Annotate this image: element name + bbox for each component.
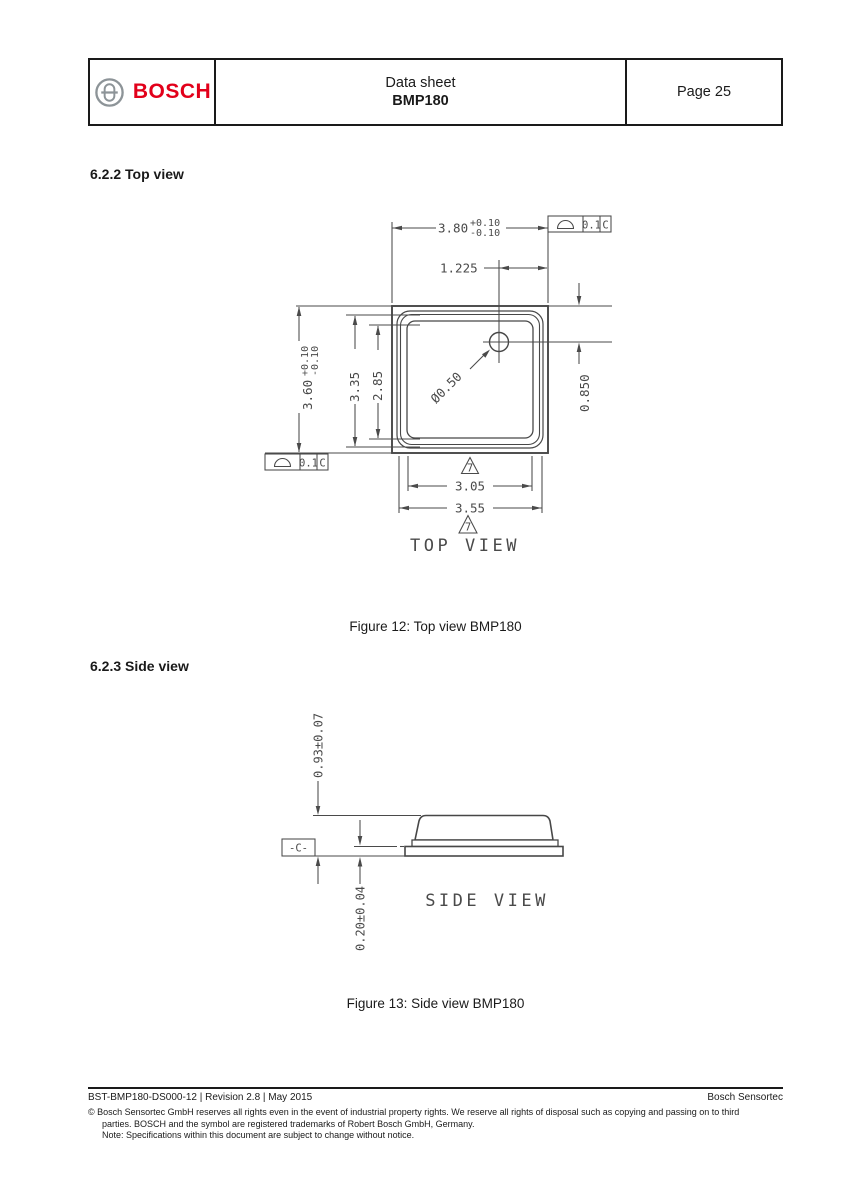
top-view-label: TOP VIEW <box>410 536 520 556</box>
header-table <box>88 58 783 126</box>
revision-flag-number: 7 <box>466 462 474 475</box>
footer-copyright <box>88 1107 783 1142</box>
top-view-drawing <box>250 198 650 560</box>
fcf-datum: C <box>602 219 609 232</box>
dim-cavity-height: 2.85 <box>370 370 385 401</box>
dim-total-height: 0.93±0.07 <box>311 712 326 778</box>
revision-flag-number: 7 <box>464 521 472 534</box>
page-number: Page 25 <box>625 60 781 124</box>
footer-doc-ref: BST-BMP180-DS000-12 | Revision 2.8 | May 2015 <box>88 1092 313 1103</box>
bosch-logo <box>90 60 216 124</box>
fcf-tolerance: 0.1 <box>582 219 601 232</box>
fcf-datum: C <box>319 457 326 470</box>
dim-lid-width: 3.55 <box>454 500 486 516</box>
dim-lid-height: 3.35 <box>347 371 362 402</box>
bosch-armature-icon <box>93 76 126 109</box>
footer-copyright-line-2: parties. BOSCH and the symbol are registered trademarks of Robert Bosch GmbH, Germany. <box>102 1118 475 1129</box>
fcf-tolerance: 0.1 <box>299 457 318 470</box>
header-title-cell <box>216 60 625 124</box>
side-view-drawing <box>258 698 593 960</box>
dim-width-tol-minus: -0.10 <box>470 228 501 239</box>
dim-base-thickness: 0.20±0.04 <box>353 885 368 951</box>
package-profile <box>405 816 563 857</box>
dimension-lines <box>282 781 421 884</box>
figure-13-caption: Figure 13: Side view BMP180 <box>346 996 525 1011</box>
dim-cavity-width: 3.05 <box>454 478 486 494</box>
dim-vent-offset-x: 1.225 <box>440 260 478 276</box>
figure-12-caption: Figure 12: Top view BMP180 <box>349 619 522 634</box>
side-view-label: SIDE VIEW <box>425 891 549 911</box>
section-heading-top-view: 6.2.2 Top view <box>90 166 184 182</box>
footer-copyright-line-1: © Bosch Sensortec GmbH reserves all rights even in the event of industrial property rights. We reserve all rights of disposal such as copying and passing on to third <box>88 1107 740 1117</box>
section-heading-side-view: 6.2.3 Side view <box>90 658 189 674</box>
dim-width: 3.80 <box>438 220 469 236</box>
product-name: BMP180 <box>392 93 449 109</box>
package-outline <box>392 306 548 453</box>
surface-profile-icon <box>275 459 291 467</box>
footer <box>88 1087 783 1142</box>
dim-vent-diameter: Ø0.50 <box>427 368 465 407</box>
dim-height-tol-minus: -0.10 <box>310 345 321 376</box>
doc-type: Data sheet <box>385 75 456 91</box>
dim-vent-offset-y: 0.850 <box>577 374 592 412</box>
footer-copyright-line-3: Note: Specifications within this document are subject to change without notice. <box>102 1130 415 1140</box>
brand-wordmark: BOSCH <box>132 80 212 103</box>
dim-height-tol-plus: +0.10 <box>300 345 311 376</box>
dim-height: 3.60 <box>300 379 315 410</box>
dim-width-tol-plus: +0.10 <box>470 218 501 229</box>
footer-company: Bosch Sensortec <box>707 1092 783 1103</box>
datum-label: -C- <box>289 842 308 855</box>
surface-profile-icon <box>558 221 574 229</box>
